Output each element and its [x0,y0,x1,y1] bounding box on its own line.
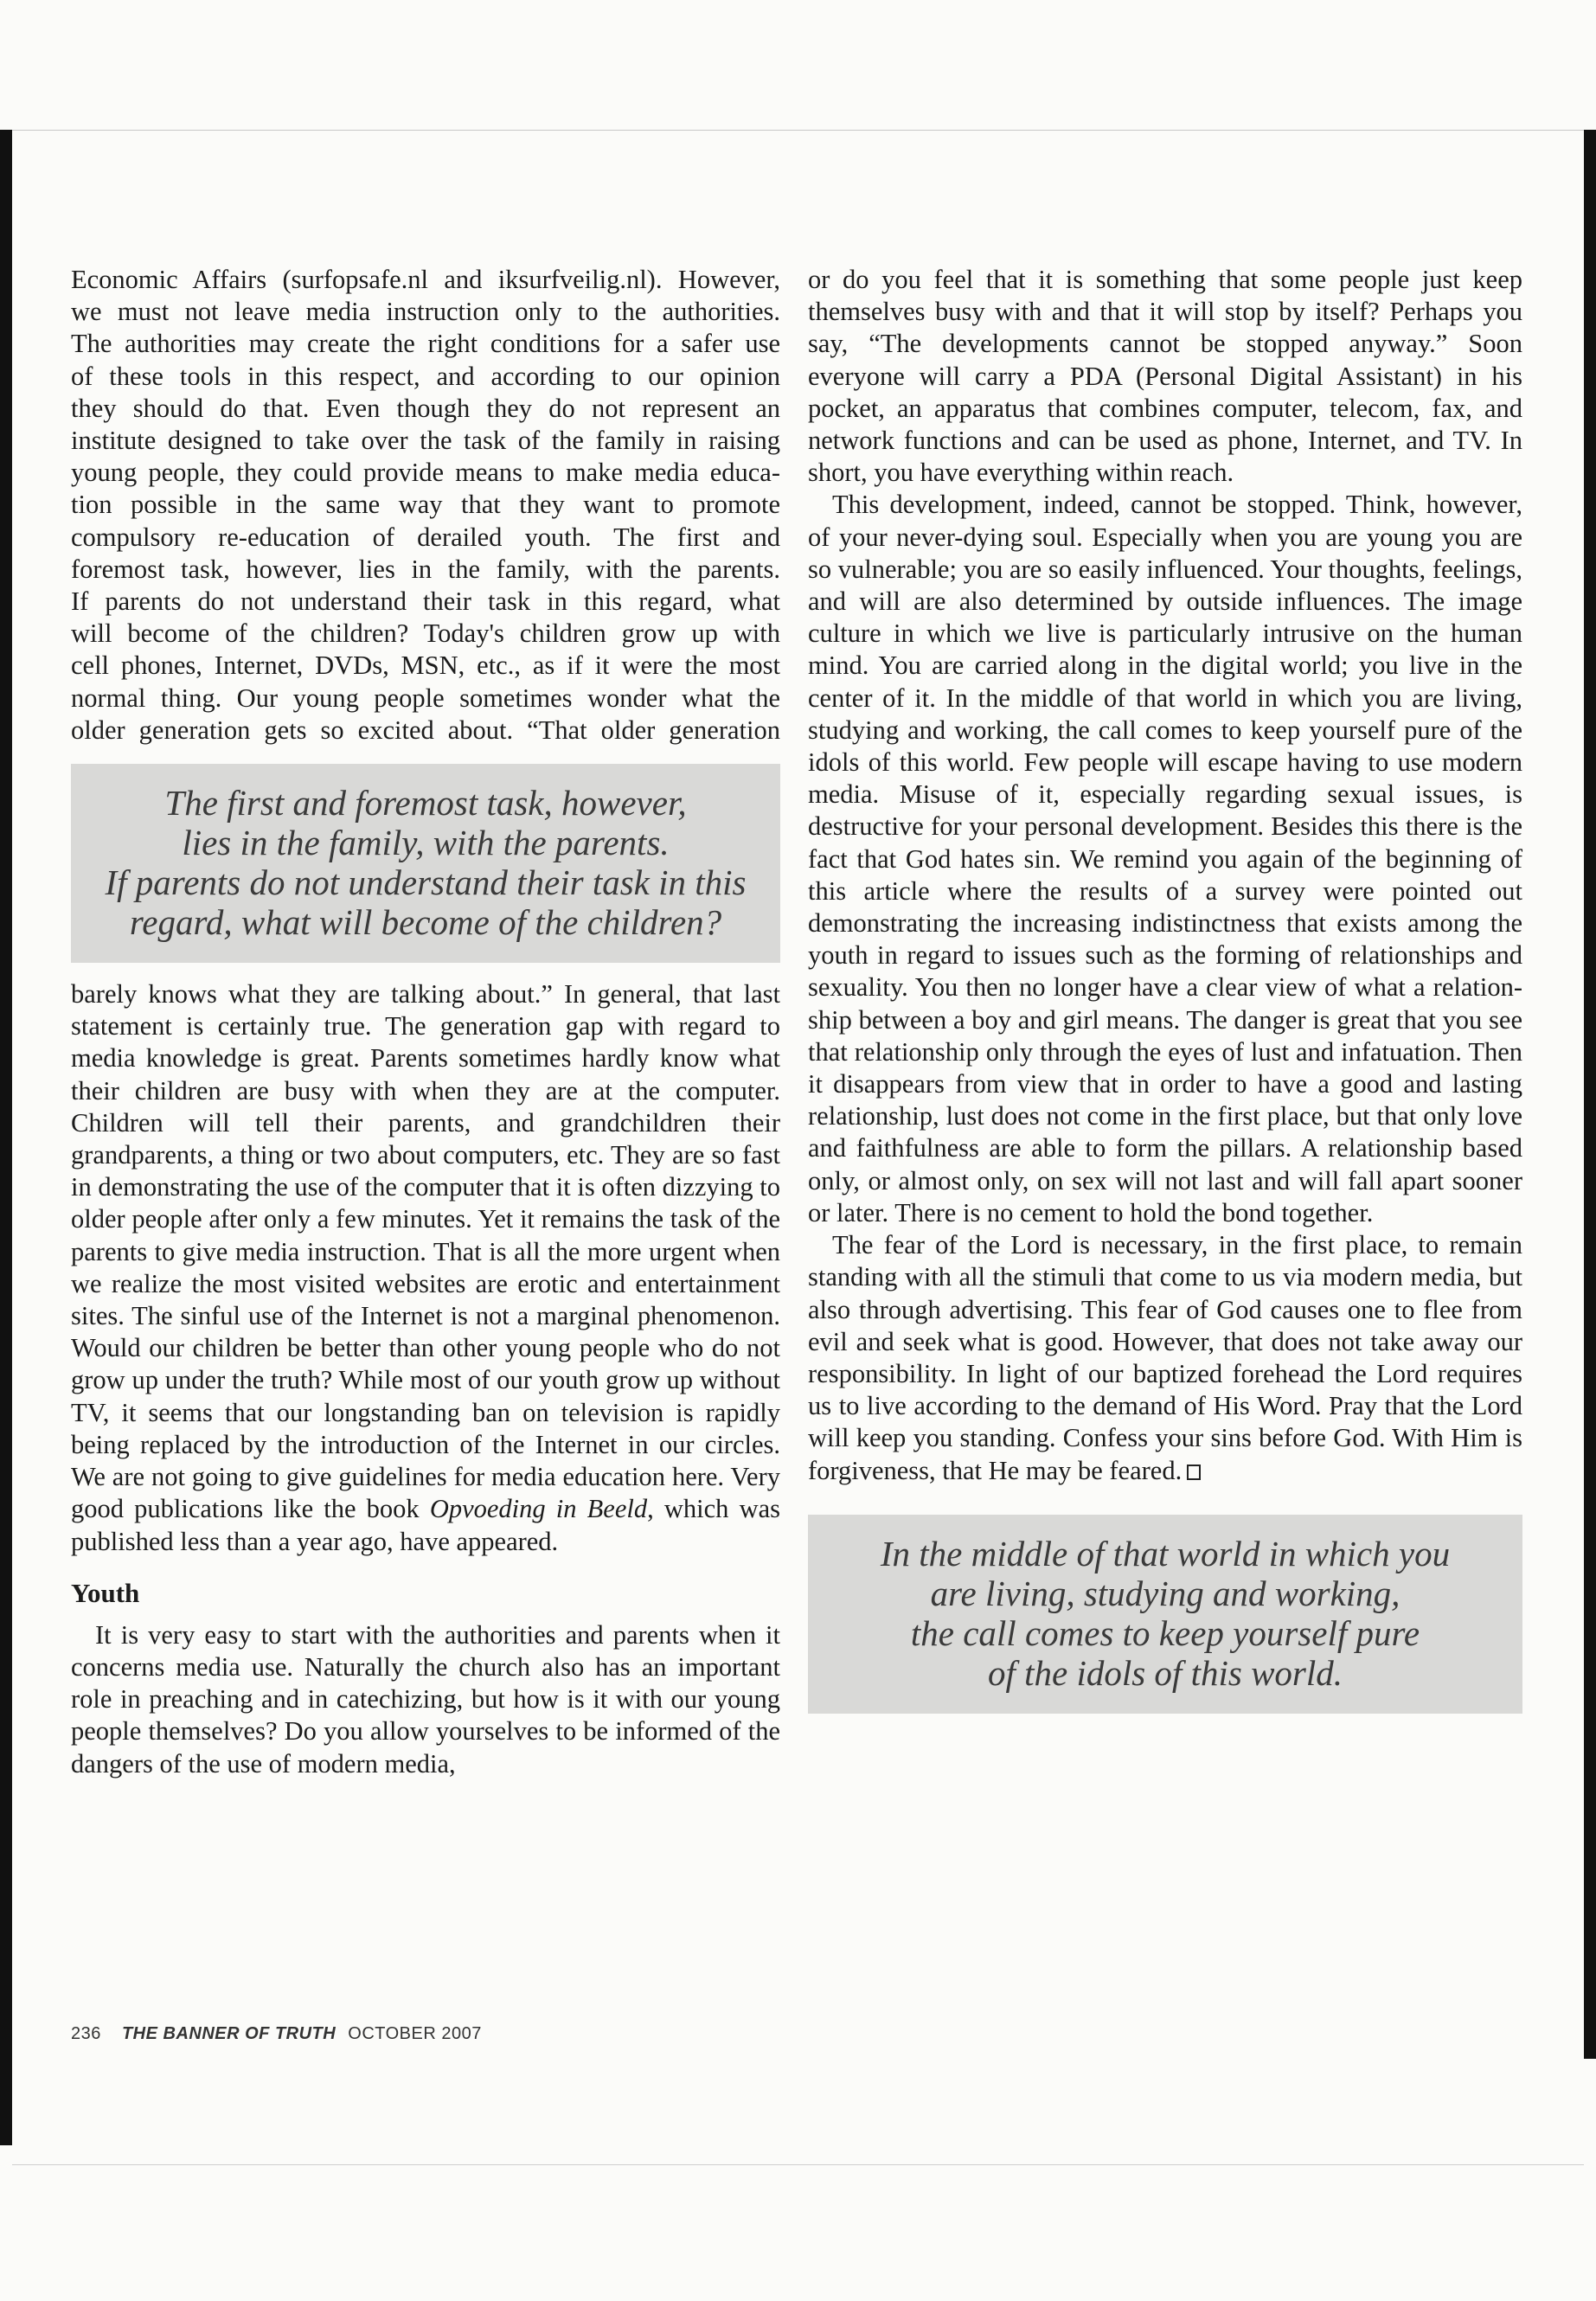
pullquote-line: the call comes to keep yourself pure [910,1612,1420,1653]
page-top-edge [12,130,1584,131]
pullquote-line: regard, what will become of the children? [129,902,722,943]
left-paragraph-2: barely knows what they are talking about.” In general, that last statement is certainly true. The generation gap with regard to media knowledge is great. Parents sometimes hardly know what their children are busy with when they are at the computer. Children will tell their parents, and grandchildren their grandparents, a thing or two about computers, etc. They are so fast in demonstrating the use of the computer that it is often dizzying to older people after only a few minutes. Yet it remains the task of the parents to give media instruction. That is all the more urgent when we realize the most visited websites are erotic and entertainment sites. The sinful use of the Internet is not a marginal phenomenon. Would our children be better than other young people who do not grow up under the truth? While most of our youth grow up without TV, it seems that our longstanding ban on television is rapidly being replaced by the introduction of the Internet in our circles. We are not going to give guidelines for media education here. Very good publications like the book Opvoeding in Beeld, which was published less than a year ago, have appeared. [71,979,780,1556]
page-bottom-edge [12,2164,1584,2165]
pullquote-right [808,1515,1522,1714]
pullquote-line: In the middle of that world in which you [880,1533,1451,1574]
publication-name: THE BANNER OF TRUTH [121,2024,337,2043]
pullquote-line: are living, studying and working, [930,1573,1401,1613]
pullquote-line: If parents do not understand their task in this [105,862,747,903]
page-number: 236 [71,2024,101,2043]
issue-date: OCTOBER 2007 [348,2024,482,2043]
right-paragraph-2: This development, indeed, cannot be stopped. Think, however, of your never-dying soul. Especially when you are young you are so vulnerable; you are so easily influenced. Your thoughts, feelings, and will are also determined by outside influences. The image culture in which we live is particularly intrusive on the human mind. You are carried along in the digital world; you live in the center of it. In the middle of that world in which you are living, studying and working, the call comes to keep yourself pure of the idols of this world. Few people will escape having to use modern media. Misuse of it, especially regarding sexual issues, is destructive for your personal development. Besides this there is the fact that God hates sin. We remind you again of the beginning of this article where the results of a survey were pointed out demonstrating the increasing indistinctness that exists among the youth in regard to issues such as the forming of relationships and sexuality. You then no longer have a clear view of what a relationship between a boy and girl means. The danger is great that you see that relationship only through the eyes of lust and infatuation. Then it disappears from view that in order to have a good and lasting relationship, lust does not come in the first place, but that only love and faithfulness are able to form the pillars. A relationship based only, or almost only, on sex will not last and will fall apart sooner or later. There is no cement to hold the bond together. [808,490,1522,1227]
section-heading-youth: Youth [71,1577,140,1608]
text-line: normal thing. Our young people sometimes wonder what the [71,683,780,713]
text-line: cell phones, Internet, DVDs, MSN, etc., as if it were the most [71,651,780,681]
left-column [71,264,780,1780]
pullquote-left [71,764,780,963]
right-paragraph-1: or do you feel that it is something that some people just keep themselves busy with and that it will stop by itself? Perhaps you say, “The developments cannot be stopped anyway.” Soon everyone will carry a PDA (Personal Digital Assistant) in his pocket, an apparatus that combines computer, telecom, fax, and network functions and can be used as phone, Internet, and TV. In short, you have everything within reach. [808,265,1522,488]
text-line: will become of the children? Today's children grow up with [71,619,780,649]
end-of-article-mark [1187,1465,1201,1480]
pullquote-line: lies in the family, with the parents. [182,823,670,863]
text-line: young people, they could provide means to make media educa- [71,458,780,488]
book-title: Opvoeding in Beeld [429,1494,648,1524]
text-line: foremost task, however, lies in the family, with the parents. [71,554,780,584]
text-line: we must not leave media instruction only to the authorities. [71,297,780,327]
text-line: tion possible in the same way that they want to promote [71,490,780,520]
text-line: they should do that. Even though they do not represent an [71,393,780,423]
text-line: institute designed to take over the task of the family in raising [71,426,780,456]
text-line: If parents do not understand their task in this regard, what [71,586,780,617]
scan-edge-right [1584,130,1596,2059]
text-line: Economic Affairs (surfopsafe.nl and iksurfveilig.nl). However, [71,265,780,294]
text-line: The authorities may create the right conditions for a safer use [71,329,780,359]
text-line: of these tools in this respect, and according to our opinion [71,361,780,391]
right-paragraph-3: The fear of the Lord is necessary, in the first place, to remain standing with all the stimuli that come to us via modern media, but also through advertising. This fear of God causes one to flee from evil and seek what is good. However, that does not take away our responsibility. In light of our baptized forehead the Lord requires us to live according to the demand of His Word. Pray that the Lord will keep you standing. Confess your sins before God. With Him is forgiveness, that He may be feared. [808,1230,1522,1485]
page-footer [71,2024,482,2044]
right-column [808,264,1522,1729]
text-line: older generation gets so excited about. “That older generation [71,715,780,745]
text-line: compulsory re-education of derailed youth. The first and [71,522,780,552]
left-paragraph-1 [71,264,780,747]
scan-edge-left [0,130,12,2145]
left-paragraph-3: It is very easy to start with the authorities and parents when it concerns media use. Naturally the church also has an important role in preaching and in catechizing, but how is it with our young people themselves? Do you allow yourselves to be informed of the dangers of the use of modern media, [71,1619,780,1779]
pullquote-line: The first and foremost task, however, [164,783,687,824]
pullquote-line: of the idols of this world. [987,1652,1343,1693]
